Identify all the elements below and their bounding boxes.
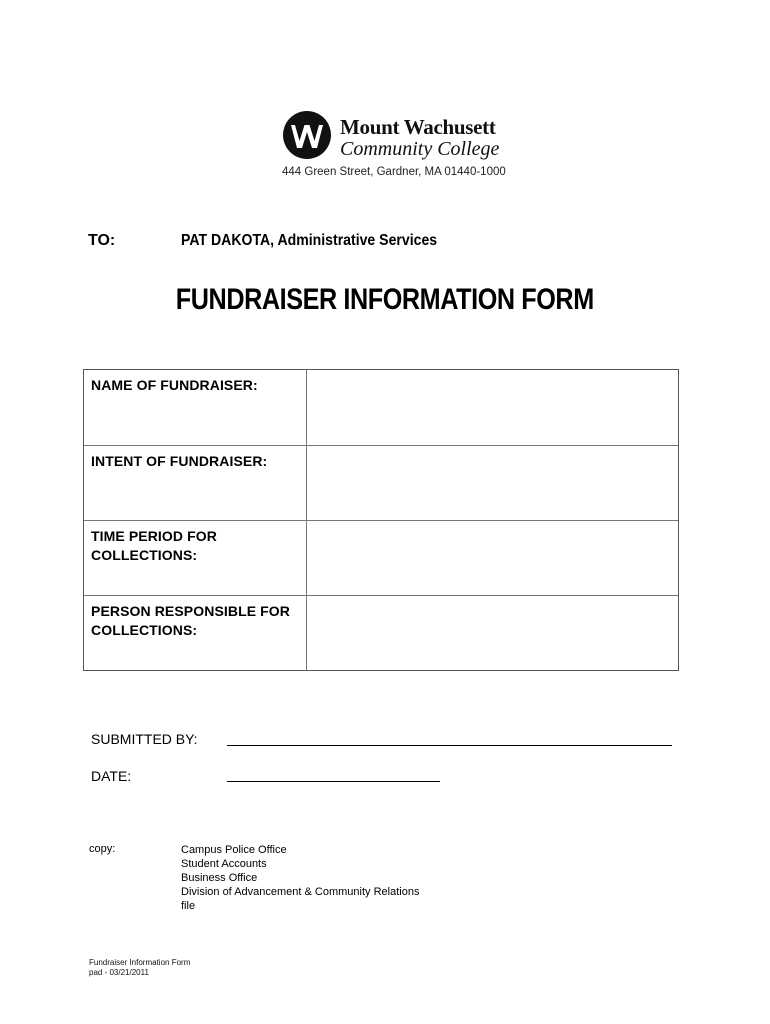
footer bbox=[89, 958, 190, 978]
list-item: Student Accounts bbox=[181, 858, 267, 870]
time-period-label: TIME PERIOD FOR COLLECTIONS: bbox=[91, 528, 217, 563]
list-item: Division of Advancement & Community Relations bbox=[181, 886, 420, 898]
name-of-fundraiser-label: NAME OF FUNDRAISER: bbox=[91, 377, 258, 393]
mwcc-w-logo-icon bbox=[282, 110, 332, 160]
footer-form-name: Fundraiser Information Form bbox=[89, 958, 191, 967]
form-title bbox=[0, 283, 770, 317]
list-item: Business Office bbox=[181, 872, 258, 884]
footer-revision: pad - 03/21/2011 bbox=[89, 968, 149, 977]
person-responsible-label: PERSON RESPONSIBLE FOR COLLECTIONS: bbox=[91, 603, 291, 638]
time-period-field[interactable] bbox=[306, 521, 678, 595]
date-field[interactable] bbox=[227, 781, 440, 782]
college-address: 444 Green Street, Gardner, MA 01440-1000 bbox=[282, 166, 506, 178]
copy-label: copy: bbox=[89, 843, 116, 855]
to-recipient: PAT DAKOTA, Administrative Services bbox=[181, 232, 438, 249]
fundraiser-info-table bbox=[83, 369, 679, 671]
name-of-fundraiser-field[interactable] bbox=[306, 370, 678, 445]
person-responsible-field[interactable] bbox=[306, 596, 678, 670]
to-label: TO: bbox=[88, 232, 116, 249]
intent-of-fundraiser-label: INTENT OF FUNDRAISER: bbox=[91, 453, 268, 469]
table-row bbox=[84, 445, 678, 520]
table-row bbox=[84, 595, 678, 670]
college-name: Mount Wachusett bbox=[340, 115, 496, 139]
list-item: file bbox=[181, 900, 196, 912]
college-subtitle: Community College bbox=[340, 138, 500, 160]
date-label: DATE: bbox=[91, 768, 132, 784]
list-item: Campus Police Office bbox=[181, 844, 287, 856]
copy-recipient-list bbox=[181, 843, 419, 913]
table-row bbox=[84, 370, 678, 445]
submitted-by-label: SUBMITTED BY: bbox=[91, 731, 198, 747]
submitted-by-field[interactable] bbox=[227, 745, 672, 746]
table-row bbox=[84, 520, 678, 595]
form-title-text: FUNDRAISER INFORMATION FORM bbox=[176, 283, 594, 316]
intent-of-fundraiser-field[interactable] bbox=[306, 446, 678, 520]
